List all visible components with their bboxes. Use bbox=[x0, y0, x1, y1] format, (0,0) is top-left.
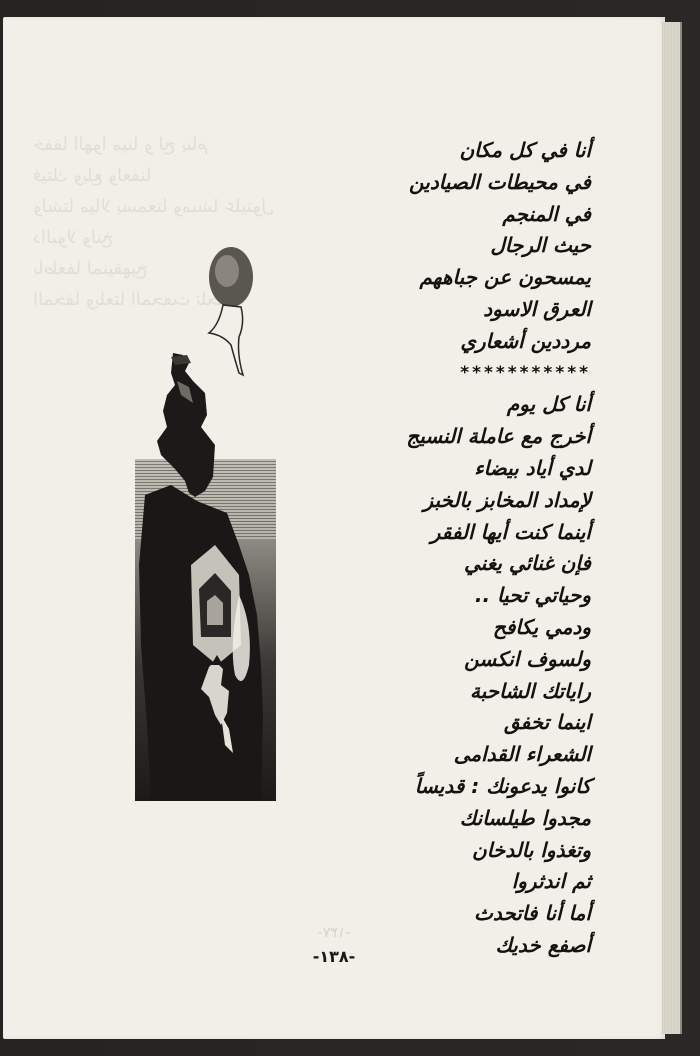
show-through-page-number: -١٣٧- bbox=[317, 925, 351, 941]
balloon-drawing bbox=[209, 247, 253, 375]
poem-line: أما أنا فاتحدث bbox=[474, 901, 591, 926]
poem-line: أنا في كل مكان bbox=[459, 138, 591, 162]
poem-line: وحياتي تحيا .. bbox=[474, 583, 591, 608]
poem-line: الشعراء القدامى bbox=[453, 742, 591, 767]
poem-line: لإمداد المخابز بالخبز bbox=[423, 487, 591, 512]
poem-line: مجدوا طيلسانك bbox=[459, 805, 591, 830]
stanza-separator: *********** bbox=[460, 362, 591, 383]
page-number: -١٣٨- bbox=[312, 947, 356, 966]
poem-line: ودمي يكافح bbox=[492, 614, 591, 639]
poem-line: ولسوف انكسن bbox=[464, 646, 591, 671]
poem-line: فإن غنائي يغني bbox=[463, 551, 591, 576]
poem-line: أينما كنت أيها الفقر bbox=[430, 519, 591, 544]
poem-line: يمسحون عن جباههم bbox=[419, 265, 591, 290]
poem-text bbox=[291, 135, 591, 962]
poem-line: لدي أياد بيضاء bbox=[474, 455, 591, 480]
poem-line: كانوا يدعونك : قديساً bbox=[414, 773, 591, 798]
poem-line: أنا كل يوم bbox=[506, 392, 591, 417]
poem-line: في محيطات الصيادين bbox=[409, 169, 591, 194]
poem-line: اينما تخفق bbox=[503, 710, 591, 735]
poem-line: حيث الرجال bbox=[490, 233, 591, 258]
poem-line: وتغذوا بالدخان bbox=[472, 837, 591, 862]
poem-line: أصفع خديك bbox=[495, 932, 591, 957]
poem-line: راياتك الشاحبة bbox=[470, 678, 591, 703]
poem-line: أخرج مع عاملة النسيج bbox=[406, 424, 591, 449]
ink-illustration bbox=[131, 245, 281, 805]
poem-line: ثم اندثروا bbox=[511, 869, 591, 894]
page-stack-edge bbox=[662, 22, 682, 1034]
show-through-text: خففا الهوا مينا و لخ ينام فيتك ويلع ولعفنا ولشتا ميالا يسمعتا ومبشا عليتول دالبولا ولنخ باطعفا لمنيقهيخ المخفا ويلعتا المحفت تلحتا bbox=[33, 134, 275, 310]
poem-line: في المنجم bbox=[502, 201, 591, 226]
poem-line: العرق الاسود bbox=[483, 296, 591, 321]
book-page bbox=[3, 17, 665, 1039]
poem-line: مرددين أشعاري bbox=[460, 328, 591, 353]
